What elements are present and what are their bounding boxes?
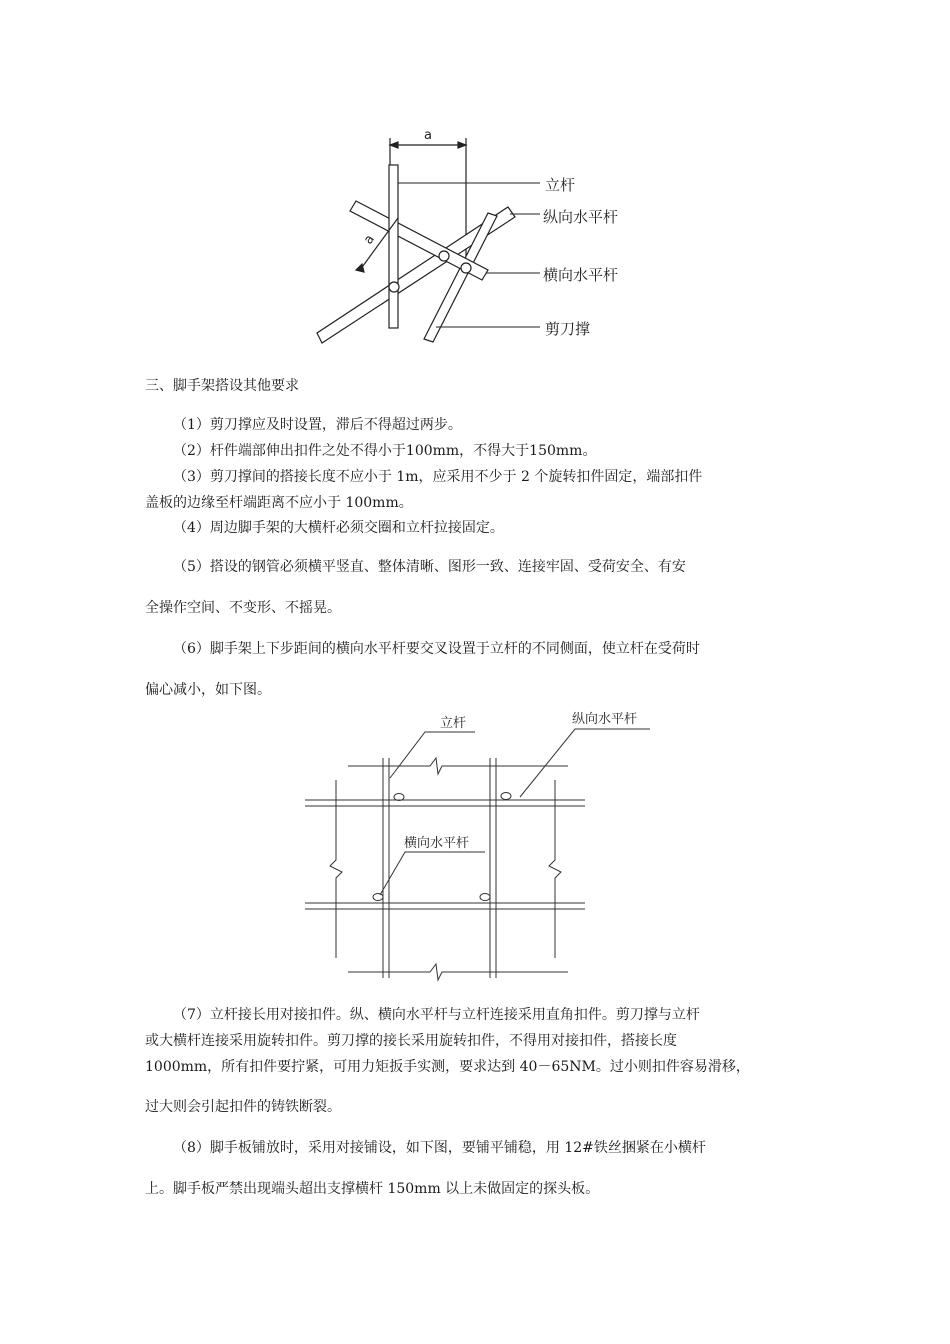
label-longitudinal: 纵向水平杆: [543, 208, 619, 226]
item-2: （2）杆件端部伸出扣件之处不得小于100mm，不得大于150mm。: [173, 443, 597, 459]
label-upright: 立杆: [440, 716, 467, 731]
frame-diagram: [300, 705, 638, 985]
coupler: [480, 894, 490, 901]
break-line-top: [348, 758, 568, 774]
item-3-line-1: （3）剪刀撑间的搭接长度不应小于 1m，应采用不少于 2 个旋转扣件固定，端部扣件: [173, 469, 703, 485]
dimension-arrow-right: [458, 142, 466, 148]
leader-line-transverse: [380, 852, 485, 895]
label-brace: 剪刀撑: [545, 320, 591, 338]
label-transverse: 横向水平杆: [543, 266, 619, 284]
item-6-line-2: 偏心减小，如下图。: [145, 682, 271, 698]
item-8-line-1: （8）脚手板铺放时，采用对接铺设，如下图，要铺平铺稳，用 12#铁丝捆紧在小横杆: [173, 1140, 706, 1156]
item-6-line-1: （6）脚手架上下步距间的横向水平杆要交叉设置于立杆的不同侧面，使立杆在受荷时: [173, 641, 700, 657]
coupler: [394, 794, 404, 801]
section-heading: 三、脚手架搭设其他要求: [145, 378, 299, 394]
break-line-left: [330, 780, 342, 958]
break-line-bottom: [348, 964, 568, 980]
label-transverse: 横向水平杆: [404, 836, 470, 851]
item-5-line-1: （5）搭设的钢管必须横平竖直、整体清晰、图形一致、连接牢固、受荷安全、有安: [173, 559, 686, 575]
item-1: （1）剪刀撑应及时设置，滞后不得超过两步。: [173, 417, 462, 433]
leader-line-upright: [390, 732, 475, 778]
coupler: [501, 793, 511, 800]
scissor-brace-diagram: [300, 120, 660, 360]
coupler: [373, 894, 383, 901]
item-4: （4）周边脚手架的大横杆必须交圈和立杆拉接固定。: [173, 520, 504, 536]
label-longitudinal: 纵向水平杆: [572, 712, 638, 727]
item-7-line-2: 或大横杆连接采用旋转扣件。剪刀撑的接长采用旋转扣件，不得用对接扣件，搭接长度: [145, 1033, 677, 1049]
item-8-line-2: 上。脚手板严禁出现端头超出支撑横杆 150mm 以上未做固定的探头板。: [145, 1181, 600, 1197]
item-3-line-2: 盖板的边缘至杆端距离不应小于 100mm。: [145, 495, 413, 511]
scissor-brace-steep: [424, 213, 497, 342]
angle-dimension-arrow: [356, 264, 364, 272]
angle-a-label: a: [360, 232, 378, 248]
upright-pole: [389, 165, 398, 328]
break-line-right: [549, 780, 561, 958]
item-7-line-4: 过大则会引起扣件的铸铁断裂。: [145, 1099, 341, 1115]
item-7-line-1: （7）立杆接长用对接扣件。纵、横向水平杆与立杆连接采用直角扣件。剪刀撑与立杆: [173, 1007, 700, 1023]
leader-line-longitudinal: [520, 729, 650, 797]
item-5-line-2: 全操作空间、不变形、不摇晃。: [145, 600, 341, 616]
dimension-arrow-left: [390, 142, 398, 148]
label-upright: 立杆: [545, 176, 576, 194]
coupler: [461, 263, 471, 273]
coupler: [389, 282, 399, 292]
dimension-a-label: a: [424, 128, 432, 143]
coupler: [439, 251, 449, 261]
item-7-line-3: 1000mm，所有扣件要拧紧，可用力矩扳手实测，要求达到 40－65NM。过小则扣件容易滑移，: [145, 1059, 750, 1075]
